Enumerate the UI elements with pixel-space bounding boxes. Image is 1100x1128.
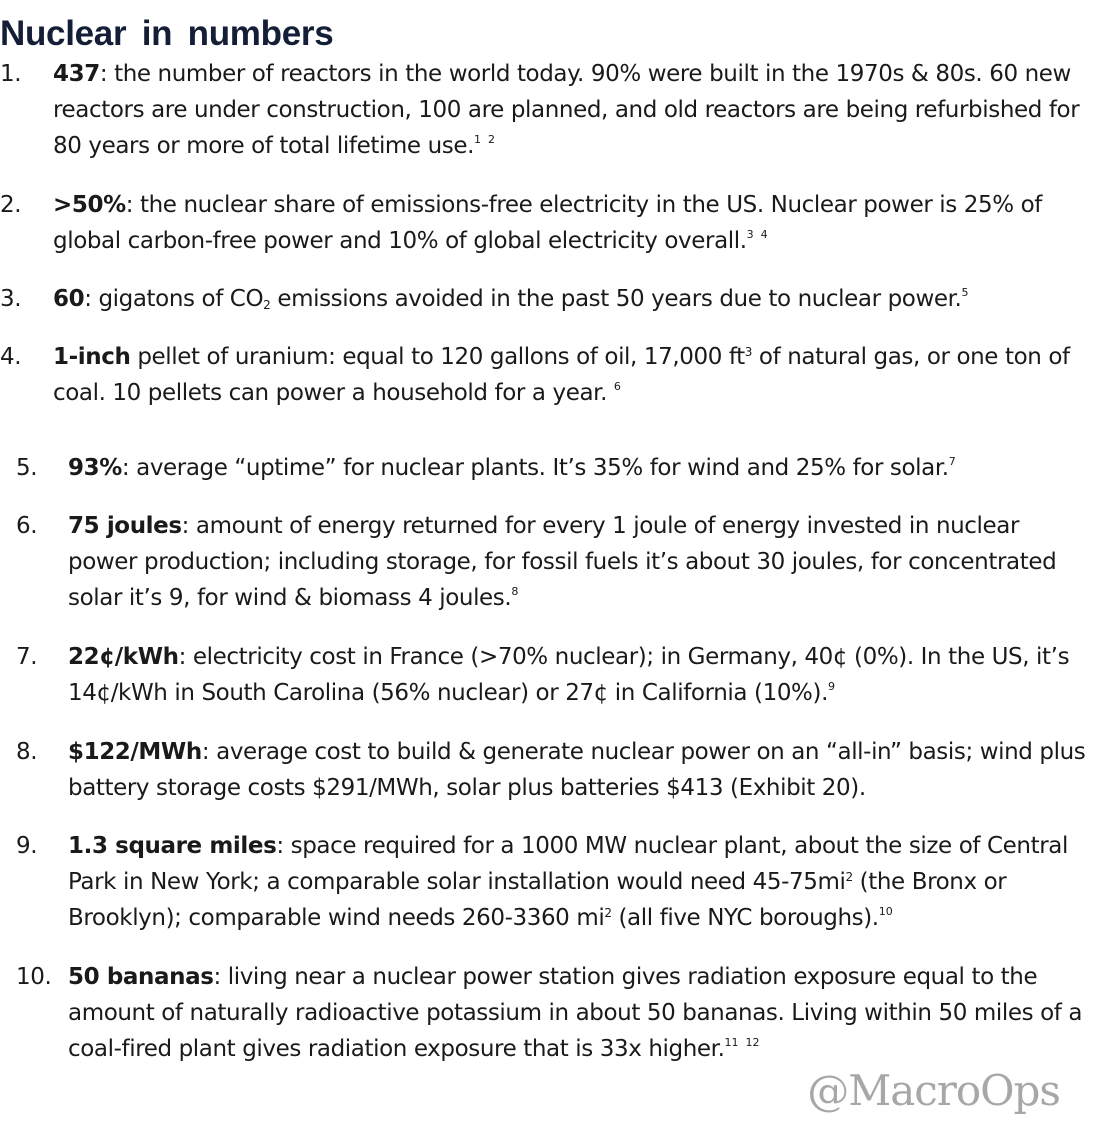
item-text: : amount of energy returned for every 1 joule of energy invested in nuclear power production; including storage, for fossil fuels it’s about 30 joules, for concentrated solar it’s 9, for wind & biomass 4 joules.	[68, 513, 1057, 611]
item-number: 1.	[0, 61, 22, 87]
page-title: Nuclear in numbers	[0, 14, 334, 53]
item-body	[53, 339, 1088, 411]
footnote-refs: 8	[511, 585, 519, 598]
item-body	[68, 639, 1088, 711]
item-text: : the nuclear share of emissions-free electricity in the US. Nuclear power is 25% of global carbon-free power and 10% of global electricity overall.	[53, 192, 1042, 254]
item-text: of natural gas, or one ton of coal. 10 pellets can power a household for a year.	[53, 344, 1070, 406]
footnote-refs: 5	[961, 286, 969, 299]
item-text: emissions avoided in the past 50 years due to nuclear power.	[270, 286, 962, 312]
item-number: 6.	[16, 513, 38, 539]
item-body	[68, 450, 1088, 486]
item-number: 5.	[16, 455, 38, 481]
item-text: : gigatons of CO	[84, 286, 264, 312]
superscript: 3	[744, 345, 753, 359]
item-number: 10.	[16, 964, 52, 990]
item-text: (all five NYC boroughs).	[611, 905, 879, 931]
item-text: : average “uptime” for nuclear plants. It’s 35% for wind and 25% for solar.	[121, 455, 949, 481]
item-number: 2.	[0, 192, 22, 218]
item-body	[68, 734, 1088, 806]
superscript: 2	[604, 906, 612, 920]
footnote-refs: 6	[613, 380, 621, 393]
item-lead: 60	[53, 286, 85, 312]
item-text: : living near a nuclear power station gives radiation exposure equal to the amount of naturally radioactive potassium in about 50 bananas. Living within 50 miles of a coal-fired plant gives radiation exposure that is 33x higher.	[68, 964, 1083, 1062]
item-text: : average cost to build & generate nuclear power on an “all-in” basis; wind plus battery storage costs $291/MWh, solar plus batteries $413 (Exhibit 20).	[68, 739, 1086, 801]
footnote-refs: 7	[948, 455, 956, 468]
item-body	[53, 187, 1088, 259]
item-number: 7.	[16, 644, 38, 670]
footnote-refs: 11 12	[724, 1036, 760, 1049]
item-lead: 437	[53, 61, 100, 87]
item-text: (the Bronx or Brooklyn); comparable wind needs 260-3360 mi	[68, 869, 1007, 931]
item-text: pellet of uranium: equal to 120 gallons of oil, 17,000 ft	[130, 344, 745, 370]
subscript: 2	[263, 298, 271, 312]
item-body	[68, 828, 1088, 936]
footnote-refs: 1 2	[474, 133, 496, 146]
item-body	[53, 56, 1088, 164]
footnote-refs: 9	[828, 680, 835, 693]
item-lead: 1-inch	[53, 344, 131, 370]
item-body	[53, 281, 1088, 317]
item-lead: 22¢/kWh	[68, 644, 179, 670]
item-number: 8.	[16, 739, 38, 765]
superscript: 2	[845, 870, 853, 884]
item-body	[68, 508, 1088, 616]
item-text: : the number of reactors in the world today. 90% were built in the 1970s & 80s. 60 new reactors are under construction, 100 are planned, and old reactors are being refurbished for 80 years or more of total lifetime use.	[53, 61, 1080, 159]
watermark: @MacroOps	[807, 1066, 1060, 1115]
item-lead: 1.3 square miles	[68, 833, 277, 859]
item-number: 9.	[16, 833, 38, 859]
footnote-refs: 3 4	[746, 228, 768, 241]
footnote-refs: 10	[878, 905, 893, 918]
item-lead: 75 joules	[68, 513, 182, 539]
item-text: : space required for a 1000 MW nuclear plant, about the size of Central Park in New York; a comparable solar installation would need 45-75mi	[68, 833, 1068, 895]
item-lead: >50%	[53, 192, 126, 218]
item-text: : electricity cost in France (>70% nuclear); in Germany, 40¢ (0%). In the US, it’s 14¢/kWh in South Carolina (56% nuclear) or 27¢ in California (10%).	[68, 644, 1070, 706]
item-lead: 50 bananas	[68, 964, 214, 990]
item-lead: $122/MWh	[68, 739, 202, 765]
item-lead: 93%	[68, 455, 122, 481]
item-number: 4.	[0, 344, 22, 370]
item-body	[68, 959, 1088, 1067]
item-number: 3.	[0, 286, 22, 312]
